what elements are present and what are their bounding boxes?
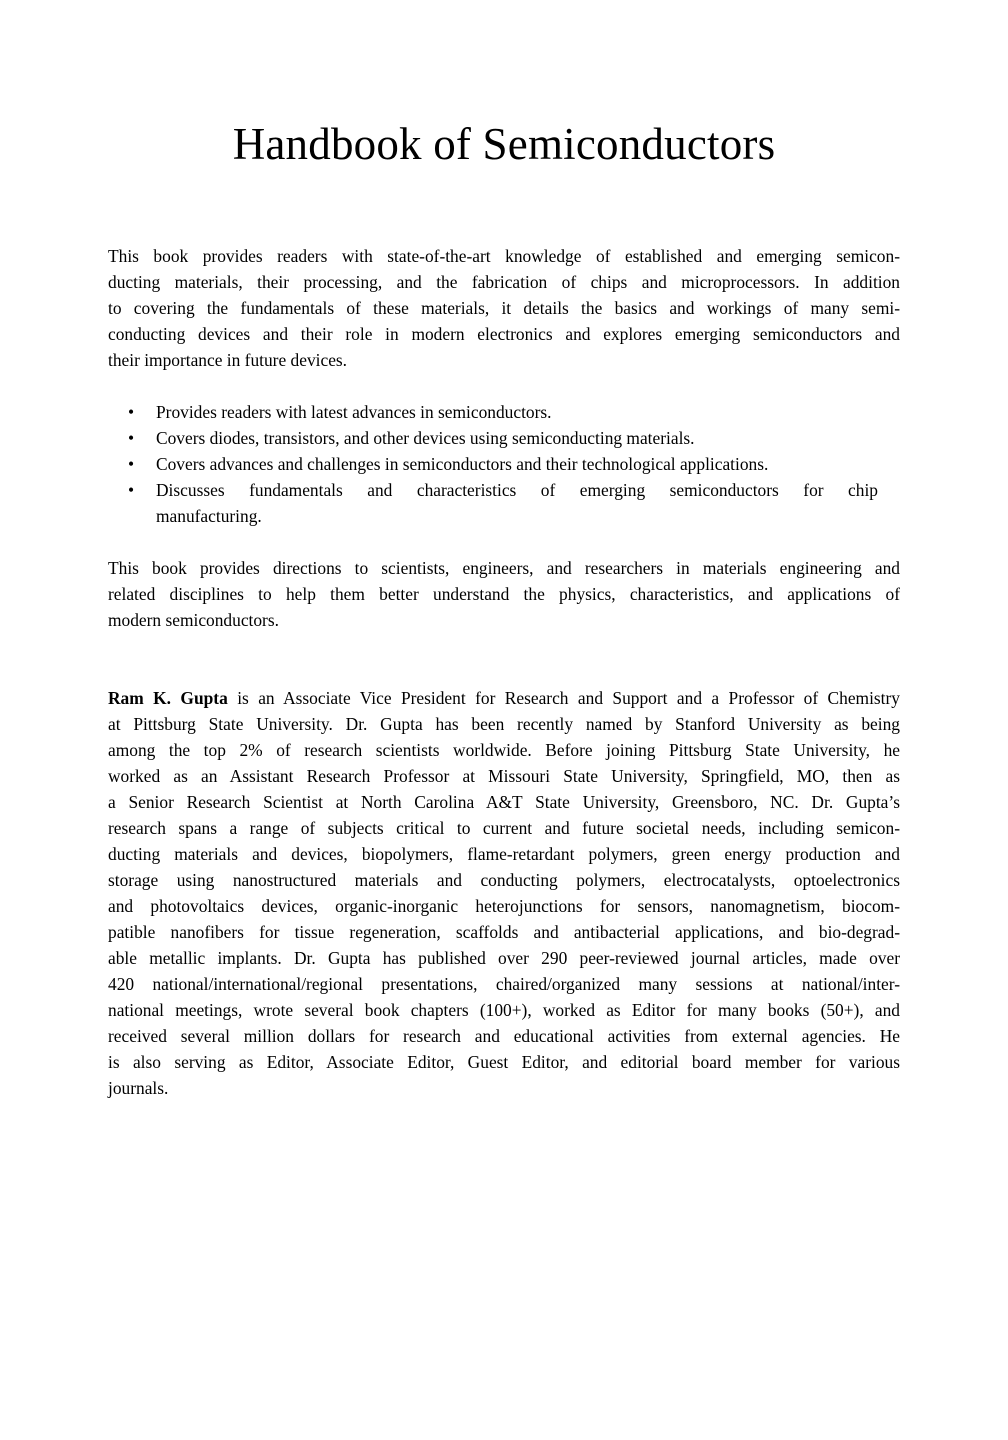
bio-line: journals.: [108, 1078, 169, 1098]
closing-line: This book provides directions to scientists, engineers, and researchers in materials engineering and: [108, 558, 900, 578]
bio-line: is also serving as Editor, Associate Editor, Guest Editor, and editorial board member for various: [108, 1052, 900, 1072]
intro-line: their importance in future devices.: [108, 350, 348, 370]
bullet-item: [108, 477, 878, 529]
bio-line: national meetings, wrote several book chapters (100+), worked as Editor for many books (50+), and: [108, 1000, 900, 1020]
bullet-text: Covers advances and challenges in semiconductors and their technological applications.: [156, 454, 769, 474]
closing-line: related disciplines to help them better understand the physics, characteristics, and applications of: [108, 584, 900, 604]
bio-line: ducting materials and devices, biopolymers, flame-retardant polymers, green energy production and: [108, 844, 900, 864]
bio-line: 420 national/international/regional presentations, chaired/organized many sessions at national/inter-: [108, 974, 900, 994]
bio-line: at Pittsburg State University. Dr. Gupta has been recently named by Stanford University as being: [108, 714, 900, 734]
bio-line: and photovoltaics devices, organic-inorganic heterojunctions for sensors, nanomagnetism, biocom-: [108, 896, 900, 916]
bullet-item: [108, 425, 878, 451]
bullet-text: manufacturing.: [156, 506, 262, 526]
intro-line: to covering the fundamentals of these materials, it details the basics and workings of many semi-: [108, 298, 900, 318]
bullet-text: Provides readers with latest advances in semiconductors.: [156, 402, 552, 422]
intro-paragraph: [108, 243, 900, 373]
intro-line: conducting devices and their role in modern electronics and explores emerging semiconductors and: [108, 324, 900, 344]
bio-line: received several million dollars for research and educational activities from external agencies. He: [108, 1026, 900, 1046]
bullet-icon: •: [128, 480, 135, 500]
bio-line: worked as an Assistant Research Professor at Missouri State University, Springfield, MO, then as: [108, 766, 900, 786]
intro-line: This book provides readers with state-of-the-art knowledge of established and emerging semicon-: [108, 246, 900, 266]
bio-text: is an Associate Vice President for Research and Support and a Professor of Chemistry: [227, 688, 900, 708]
bullet-item: [108, 451, 878, 477]
bullet-icon: •: [128, 428, 135, 448]
bullet-text: Discusses fundamentals and characteristics of emerging semiconductors for chip: [156, 480, 878, 500]
bio-line: research spans a range of subjects critical to current and future societal needs, including semicon-: [108, 818, 900, 838]
closing-paragraph: [108, 555, 900, 633]
bio-line: a Senior Research Scientist at North Carolina A&T State University, Greensboro, NC. Dr. Gupta’s: [108, 792, 900, 812]
bullet-text: Covers diodes, transistors, and other devices using semiconducting materials.: [156, 428, 695, 448]
bullet-icon: •: [128, 454, 135, 474]
intro-line: ducting materials, their processing, and the fabrication of chips and microprocessors. In addition: [108, 272, 900, 292]
bullet-icon: •: [128, 402, 135, 422]
bullet-item: [108, 399, 878, 425]
bio-line: patible nanofibers for tissue regeneration, scaffolds and antibacterial applications, and bio-degrad-: [108, 922, 900, 942]
closing-line: modern semiconductors.: [108, 610, 279, 630]
bio-line: among the top 2% of research scientists worldwide. Before joining Pittsburg State University, he: [108, 740, 900, 760]
author-bio: [108, 685, 900, 1101]
feature-bullet-list: [108, 399, 878, 529]
bio-first-line: [108, 685, 900, 711]
book-title: Handbook of Semiconductors: [232, 119, 776, 169]
bio-line: storage using nanostructured materials and conducting polymers, electrocatalysts, optoelectronics: [108, 870, 900, 890]
bio-line: able metallic implants. Dr. Gupta has published over 290 peer-reviewed journal articles, made over: [108, 948, 900, 968]
author-name: Ram K. Gupta: [108, 688, 228, 708]
